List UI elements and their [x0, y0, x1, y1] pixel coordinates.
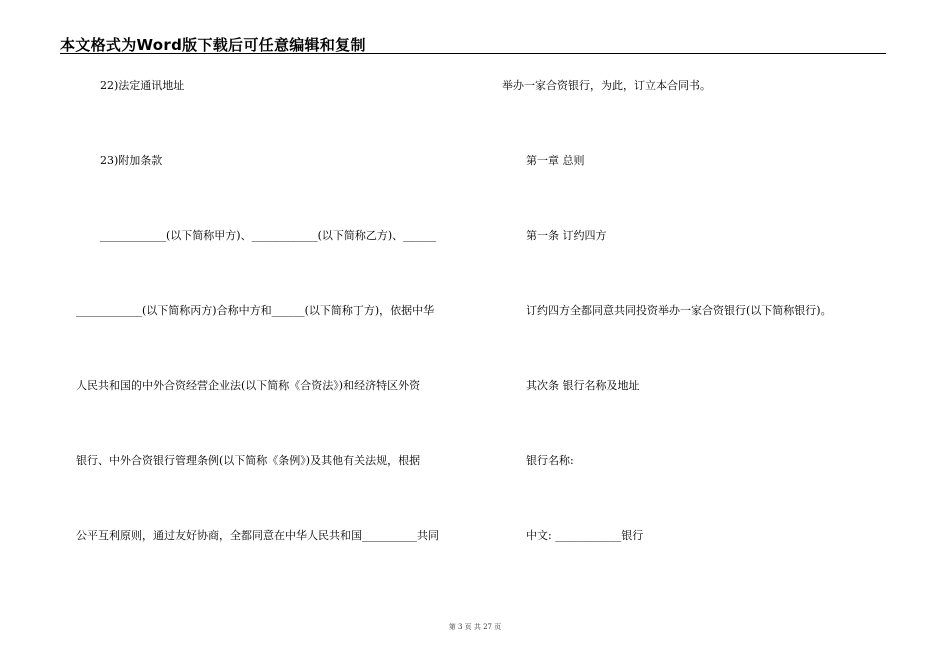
chapter-heading: 第一章 总则: [526, 154, 585, 167]
header-divider: [60, 53, 886, 54]
left-line-6: 银行、中外合资银行管理条例(以下简称《条例》)及其他有关法规，根据: [76, 454, 421, 467]
bank-name-chinese: 中文: ____________银行: [526, 529, 644, 542]
left-line-2: 23)附加条款: [100, 154, 163, 167]
left-line-4: ____________(以下简称丙方)合称中方和______(以下简称丁方)，依据中华: [76, 304, 435, 317]
document-header-title: 本文格式为Word版下载后可任意编辑和复制: [60, 36, 366, 54]
left-line-3: ____________(以下简称甲方)、____________(以下简称乙方)、______: [100, 229, 437, 242]
left-line-1: 22)法定通讯地址: [100, 79, 185, 92]
right-line-4: 订约四方全都同意共同投资举办一家合资银行(以下简称银行)。: [526, 304, 832, 317]
left-line-7: 公平互利原则，通过友好协商，全都同意在中华人民共和国__________共同: [76, 529, 439, 542]
left-line-5: 人民共和国的中外合资经营企业法(以下简称《合资法》)和经济特区外资: [76, 379, 421, 392]
article-heading-1: 第一条 订约四方: [526, 229, 607, 242]
right-line-1: 举办一家合资银行，为此，订立本合同书。: [502, 79, 711, 92]
page-number-footer: 第 3 页 共 27 页: [448, 623, 502, 631]
bank-name-label: 银行名称:: [526, 454, 574, 467]
article-heading-2: 其次条 银行名称及地址: [526, 379, 640, 392]
